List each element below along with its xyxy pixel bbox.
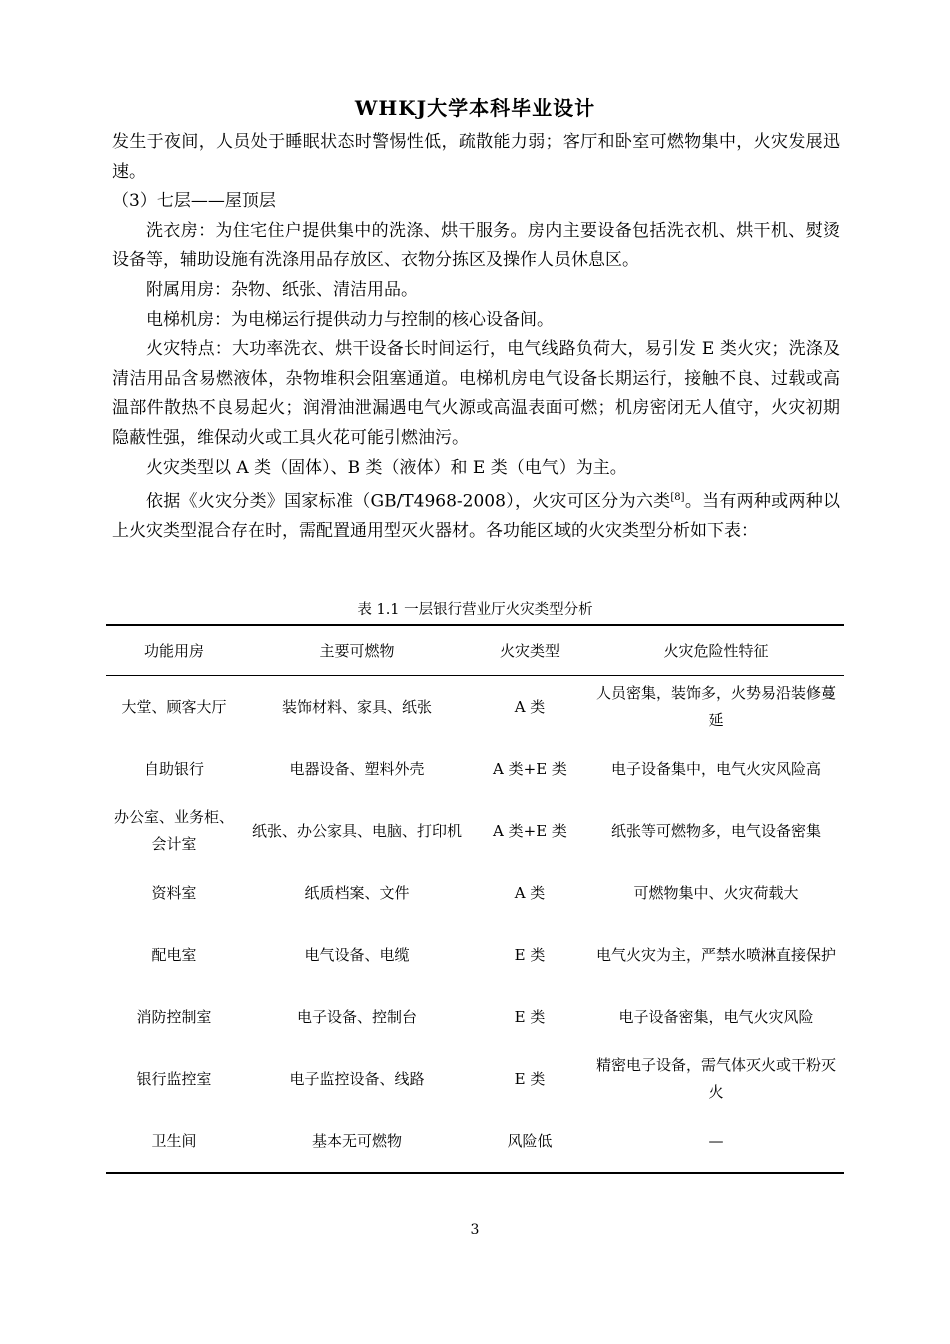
column-header: 火灾类型	[499, 642, 560, 660]
table-cell: 电子设备密集，电气火灾风险	[618, 1007, 814, 1026]
table-cell: 资料室	[151, 883, 197, 902]
table-cell: 办公室、业务柜、会计室	[113, 808, 234, 853]
column-header: 火灾危险性特征	[663, 642, 769, 660]
page-header: WHKJ大学本科毕业设计	[354, 96, 596, 120]
table-cell: 消防控制室	[136, 1007, 212, 1026]
table-cell: 装饰材料、家具、纸张	[281, 697, 432, 716]
table-cell: 基本无可燃物	[311, 1131, 402, 1150]
table-cell: E 类	[514, 945, 546, 964]
table-row	[106, 1048, 844, 1110]
citation-ref[interactable]: [8]	[670, 492, 685, 504]
table-cell: 电子设备集中，电气火灾风险高	[610, 759, 821, 778]
table-row	[106, 924, 844, 986]
table-cell: 精密电子设备，需气体灭火或干粉灭火	[595, 1056, 836, 1101]
page-number: 3	[470, 1222, 480, 1238]
table-cell: A 类+E 类	[493, 821, 567, 840]
table-cell: 电气火灾为主，严禁水喷淋直接保护	[595, 945, 836, 964]
table-cell: E 类	[514, 1007, 546, 1026]
paragraph: 洗衣房：为住宅住户提供集中的洗涤、烘干服务。房内主要设备包括洗衣机、烘干机、熨烫设备等，辅助设施有洗涤用品存放区、衣物分拣区及操作人员休息区。	[112, 220, 840, 271]
paragraph: 发生于夜间，人员处于睡眠状态时警惕性低，疏散能力弱；客厅和卧室可燃物集中，火灾发展迅速。	[112, 132, 840, 182]
citation-paragraph	[112, 483, 840, 547]
table-cell: A 类	[514, 883, 546, 902]
section-heading: （3）七层——屋顶层	[112, 191, 276, 212]
table-caption: 表 1.1 一层银行营业厅火灾类型分析	[357, 602, 593, 618]
table-cell: 纸张、办公家具、电脑、打印机	[251, 821, 462, 840]
table-header-row	[106, 625, 844, 676]
table-cell: 纸质档案、文件	[304, 883, 410, 902]
table-row	[106, 676, 844, 739]
table-cell: 纸张等可燃物多，电气设备密集	[610, 821, 821, 840]
table-cell: —	[708, 1131, 724, 1150]
table-cell: 配电室	[151, 945, 197, 964]
table-row	[106, 738, 844, 800]
table-cell: A 类	[514, 697, 546, 716]
table-cell: 电器设备、塑料外壳	[289, 759, 425, 778]
table-row	[106, 862, 844, 924]
table-cell: 电子监控设备、线路	[289, 1069, 425, 1088]
table-cell: 电子设备、控制台	[296, 1007, 417, 1026]
table-cell: 风险低	[507, 1131, 553, 1150]
table-row	[106, 800, 844, 862]
paragraph: 电梯机房：为电梯运行提供动力与控制的核心设备间。	[146, 309, 554, 330]
table-row	[106, 986, 844, 1048]
column-header: 主要可燃物	[319, 642, 395, 660]
column-header: 功能用房	[143, 642, 204, 660]
paragraph: 火灾特点：大功率洗衣、烘干设备长时间运行，电气线路负荷大，易引发 E 类火灾；洗涤及清洁用品含易燃液体，杂物堆积会阻塞通道。电梯机房电气设备长期运行，接触不良、过载或高温部件散热不良易起火；润滑油泄漏遇电气火源或高温表面可燃；机房密闭无人值守，火灾初期隐蔽性强，维保动火或工具火花可能引燃油污。	[112, 339, 840, 448]
table-cell: 可燃物集中、火灾荷载大	[633, 883, 799, 902]
paragraph-text: 依据《火灾分类》国家标准（GB/T4968-2008），火灾可区分为六类	[146, 491, 671, 512]
table-row	[106, 1110, 844, 1173]
table-cell: 人员密集，装饰多，火势易沿装修蔓延	[595, 684, 836, 729]
table-cell: 卫生间	[151, 1131, 197, 1150]
table-cell: 电气设备、电缆	[304, 945, 410, 964]
table-cell: A 类+E 类	[493, 759, 567, 778]
fire-type-table	[106, 624, 844, 1174]
paragraph: 火灾类型以 A 类（固体）、B 类（液体）和 E 类（电气）为主。	[146, 457, 627, 478]
table-cell: 自助银行	[143, 759, 204, 778]
paragraph: 附属用房：杂物、纸张、清洁用品。	[146, 279, 418, 300]
table-cell: E 类	[514, 1069, 546, 1088]
table-cell: 银行监控室	[136, 1069, 212, 1088]
body-text	[112, 128, 840, 547]
paragraph-text: 。当有两种或两种以上火灾类型混合存在时，需配置通用型灭火器材。各功能区域的火灾类型分析如下表：	[112, 491, 840, 542]
table-cell: 大堂、顾客大厅	[121, 697, 227, 716]
